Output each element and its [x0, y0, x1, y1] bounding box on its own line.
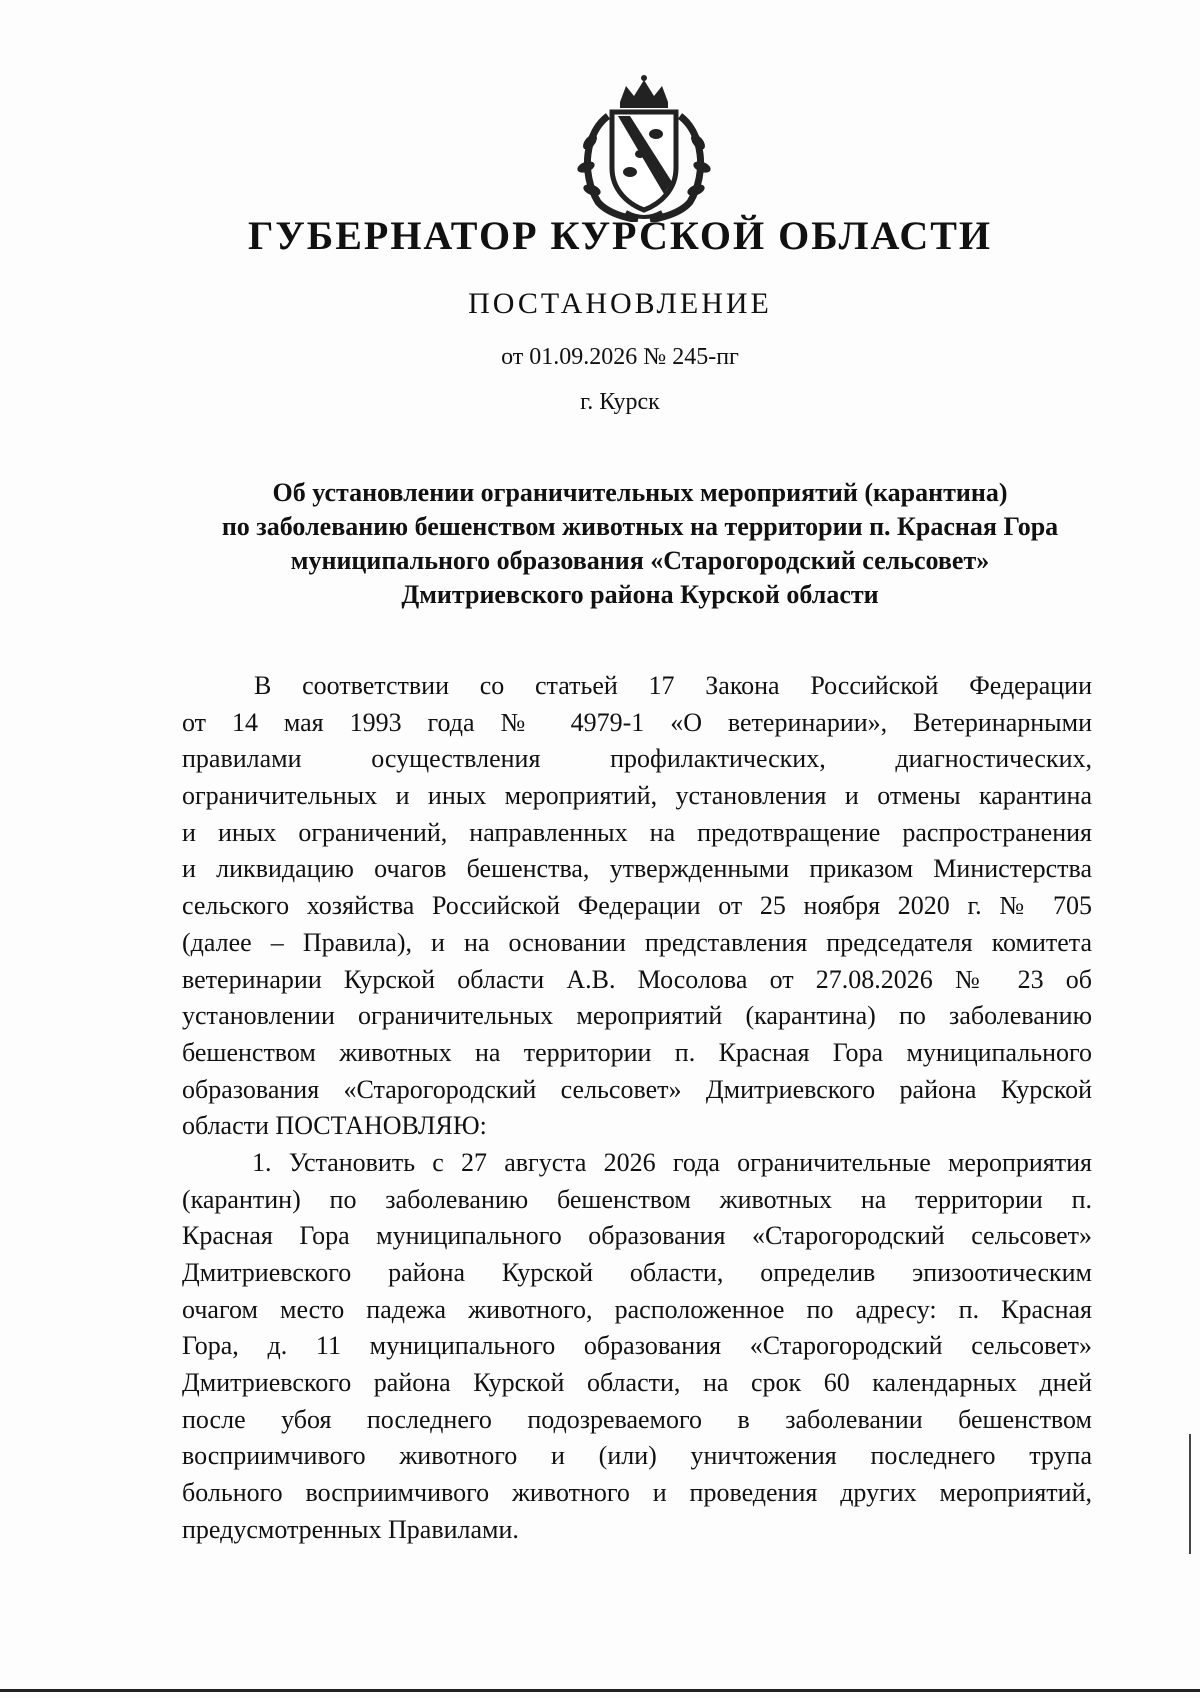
text-line: (далее – Правила), и на основании представления председателя комитета: [182, 927, 1092, 957]
item-1-paragraph: [182, 1145, 1092, 1549]
preamble-paragraph: [182, 668, 1092, 1145]
text-line: бешенством животных на территории п. Красная Гора муниципального: [182, 1037, 1092, 1067]
text-line: 1. Установить с 27 августа 2026 года ограничительные мероприятия: [252, 1147, 1092, 1177]
text-line: (карантин) по заболеванию бешенством животных на территории п.: [182, 1184, 1092, 1214]
text-line: предусмотренных Правилами.: [182, 1514, 519, 1544]
title-line: Дмитриевского района Курской области: [401, 580, 879, 609]
resolution-title: [180, 476, 1100, 612]
authority-title: ГУБЕРНАТОР КУРСКОЙ ОБЛАСТИ: [247, 213, 993, 258]
title-line: муниципального образования «Старогородский сельсовет»: [290, 546, 990, 575]
resolution-body: [182, 668, 1092, 1549]
text-line: ветеринарии Курской области А.В. Мосолова от 27.08.2026 № 23 об: [182, 964, 1092, 994]
document-number: от 01.09.2026 № 245-пг: [501, 344, 739, 370]
text-line: и иных ограничений, направленных на предотвращение распространения: [182, 817, 1092, 847]
document-type: ПОСТАНОВЛЕНИЕ: [468, 287, 772, 320]
coat-of-arms-icon: [568, 72, 720, 222]
text-line: сельского хозяйства Российской Федерации от 25 ноября 2020 г. № 705: [182, 891, 1092, 921]
text-line: и ликвидацию очагов бешенства, утвержденными приказом Министерства: [182, 854, 1092, 884]
text-line: правилами осуществления профилактических, диагностических,: [182, 744, 1092, 774]
text-line: области ПОСТАНОВЛЯЮ:: [182, 1111, 487, 1141]
text-line: очагом место падежа животного, расположенное по адресу: п. Красная: [182, 1294, 1092, 1324]
text-line: установлении ограничительных мероприятий (карантина) по заболеванию: [182, 1001, 1092, 1031]
text-line: от 14 мая 1993 года № 4979-1 «О ветеринарии», Ветеринарными: [182, 707, 1092, 737]
text-line: Дмитриевского района Курской области, определив эпизоотическим: [182, 1258, 1092, 1287]
document-city: г. Курск: [580, 389, 660, 415]
text-line: Дмитриевского района Курской области, на срок 60 календарных дней: [182, 1368, 1092, 1398]
text-line: Гора, д. 11 муниципального образования «Старогородский сельсовет»: [182, 1331, 1092, 1361]
text-line: больного восприимчивого животного и проведения других мероприятий,: [182, 1478, 1092, 1508]
text-line: ограничительных и иных мероприятий, установления и отмены карантина: [182, 781, 1092, 811]
text-line: восприимчивого животного и (или) уничтожения последнего трупа: [182, 1441, 1092, 1471]
title-line: Об установлении ограничительных мероприятий (карантина): [272, 478, 1008, 507]
text-line: после убоя последнего подозреваемого в заболевании бешенством: [182, 1404, 1092, 1434]
text-line: образования «Старогородский сельсовет» Дмитриевского района Курской: [182, 1074, 1092, 1104]
text-line: В соответствии со статьей 17 Закона Российской Федерации: [254, 671, 1092, 700]
scan-bottom-border: [0, 1689, 1200, 1692]
text-line: Красная Гора муниципального образования «Старогородский сельсовет»: [182, 1221, 1092, 1251]
scan-edge-mark: [1189, 1434, 1191, 1554]
title-line: по заболеванию бешенством животных на территории п. Красная Гора: [221, 512, 1059, 541]
